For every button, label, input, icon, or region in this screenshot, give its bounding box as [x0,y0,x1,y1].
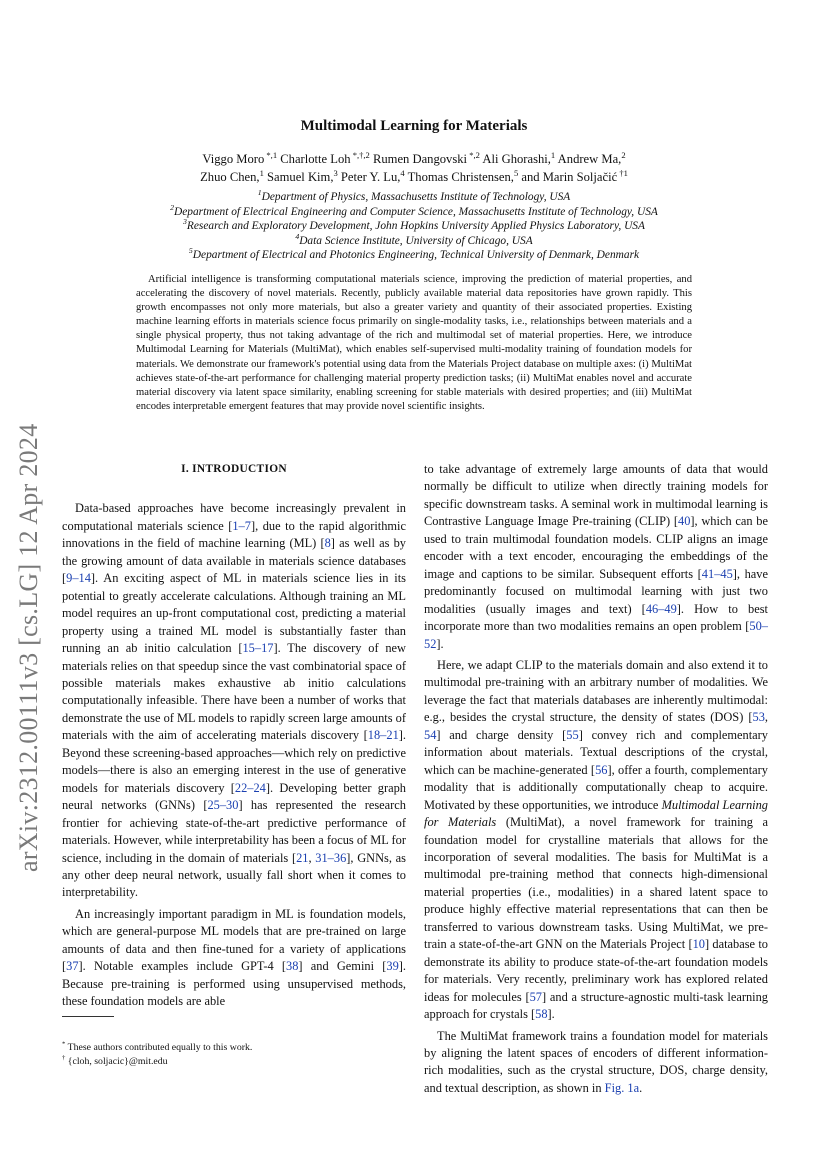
citation-link[interactable]: 21 [296,850,309,865]
text-run: ] convey rich and complementary information about materials. Textual descriptions of the crystal, which can be machine-generated [ [424,727,768,777]
abstract [136,273,692,414]
author-name: Viggo Moro [202,152,265,166]
body-paragraph [424,657,768,1024]
author-name: Charlotte Loh [280,152,351,166]
affiliation-text: Data Science Institute, University of Chicago, USA [299,234,533,247]
footnote-mark: † [62,1054,66,1062]
text-run: The MultiMat framework trains a foundation model for materials by aligning the latent spaces of encoders of different information-rich modalities, such as the crystal structure, DOS, charge density, and textual description, as shown in [424,1028,768,1095]
body-paragraph [424,461,768,653]
citation-link[interactable]: 39 [386,959,399,974]
text-run: ]. [436,636,444,651]
text-run: ]. The discovery of new materials relies on that speedup since the vast combinatorial space of possible materials makes exhaustive ab initio calculations computationally infeasible. There have been a number of works that demonstrate the use of ML models to rapidly screen large amounts of materials with the aim of accelerating materials discovery [ [62,641,406,743]
text-run: ], offer a fourth, complementary modality that is additionally computationally cheap to acquire. Motivated by these opportunities, we introduce [424,762,768,812]
text-run: ]. An exciting aspect of ML in materials science lies in its potential to greatly accelerate calculations. Although training an ML model requires an up-front computational cost, predicting a material property using a trained ML model is substantially faster than running an ab initio calculation [ [62,571,406,656]
author-affiliation-mark: 4 [400,167,405,178]
author-name: Thomas Christensen, [407,170,514,184]
affiliation-number: 5 [188,246,193,256]
citation-link[interactable]: 18–21 [367,728,399,743]
author-name: Ali Ghorashi, [482,152,551,166]
body-paragraph [424,1028,768,1098]
citation-link[interactable]: 38 [286,959,299,974]
citation-link[interactable]: 9–14 [66,571,91,586]
section-heading: I. INTRODUCTION [181,463,287,475]
paper-title: Multimodal Learning for Materials [300,118,528,134]
citation-link[interactable]: 15–17 [242,641,274,656]
citation-link[interactable]: 10 [692,937,705,952]
text-run: , [308,850,316,865]
author-affiliation-mark: 2 [621,149,626,160]
author-list [150,150,678,186]
citation-link[interactable]: 46–49 [645,601,677,616]
citation-link[interactable]: 57 [529,989,542,1004]
affiliation [120,219,708,234]
footnotes [62,1041,406,1069]
affiliation-number: 3 [183,217,187,227]
footnote-text: These authors contributed equally to this work. [65,1042,253,1053]
text-run: ] and charge density [ [436,727,567,742]
body-paragraph [62,906,406,1011]
affiliation-text: Department of Electrical Engineering and Computer Science, Massachusetts Institute of Technology, USA [173,205,658,218]
affiliation [120,231,708,249]
text-run: ]. Because pre-training is performed using unsupervised methods, these foundation models are able [62,959,406,1009]
left-column [62,461,406,1015]
affiliation-text: Department of Physics, Massachusetts Institute of Technology, USA [261,191,571,203]
author-affiliation-mark: 3 [333,167,338,178]
affiliation-text: Research and Exploratory Development, John Hopkins University Applied Physics Laboratory, USA [186,220,645,233]
author-affiliation-mark: *,1 [264,149,278,160]
text-run: (MultiMat), a novel framework for training a foundation model for crystalline materials that allows for the incorporation of several modalities. The basis for MultiMat is a multimodal pre-training method that connects high-dimensional material properties (i.e., modalities) in a shared latent space to produce highly effective material representations that can then be transferred to various downstream tasks. Using MultiMat, we pre-train a state-of-the-art GNN on the Materials Project [ [424,815,768,952]
author-name: Rumen Dangovski [372,152,468,166]
arxiv-stamp [10,0,62,1171]
text-run: ] database to demonstrate its ability to produce state-of-the-art foundation models for materials. Very recently, preliminary work has explored related ideas for molecules [ [424,937,768,1004]
text-run: ], due to the rapid algorithmic innovations in the field of machine learning (ML) [ [62,518,406,551]
text-run: ]. Beyond these screening-based approaches—which rely on predictive models—there is also an emerging interest in the use of generative models for materials discovery [ [62,728,406,795]
citation-link[interactable]: 50–52 [424,619,768,651]
right-column [424,461,768,1101]
text-run: An increasingly important paradigm in ML is foundation models, which are general-purpose ML models that are pre-trained on large amounts of data and then fine-tuned for a variety of applications [ [62,906,406,974]
citation-link[interactable]: 40 [678,514,691,529]
footnote-rule [62,1016,114,1017]
citation-link[interactable]: 37 [66,959,79,974]
author-affiliation-mark: *,†,2 [350,149,370,160]
text-run: ], have predominantly focused on multimodal learning with just two modalities (usually images and text) [ [424,566,768,616]
citation-link[interactable]: 53 [752,710,765,725]
right-paragraphs [424,461,768,1097]
text-run: ] has represented the research frontier for achieving state-of-the-art predictive performance of materials. However, while interpretability has been a focus of ML for science, including in the domain of materials [ [62,798,406,865]
citation-link[interactable]: 22–24 [234,780,266,795]
footnote-text: {cloh, soljacic}@mit.edu [65,1056,168,1067]
affiliation [120,202,708,220]
author-affiliation-mark: 1 [259,167,264,178]
affiliation [120,248,708,263]
author-affiliation-mark: *,2 [467,149,480,160]
citation-link[interactable]: 25–30 [207,798,239,813]
text-run: ] as well as by the growing amount of data available in materials science databases [ [62,536,407,586]
text-run: Here, we adapt CLIP to the materials domain and also extend it to multimodal pre-training with an arbitrary number of modalities. We leverage the fact that materials databases are inherently multimodal: e.g., besides the crystal structure, the density of states (DOS) [ [424,657,768,725]
left-paragraphs [62,500,406,1010]
author-line-1 [150,150,678,168]
citation-link[interactable]: 31–36 [315,850,347,865]
author-affiliation-mark: 5 [513,167,519,178]
text-run: ] and Gemini [ [298,959,387,974]
footnote [62,1041,406,1055]
author-name: and Marin Soljačić [521,170,618,184]
text-run: . [639,1080,643,1095]
author-line-2 [150,168,678,186]
affiliation [120,190,708,205]
text-run: ] and a structure-agnostic multi-task learning approach for crystals [ [424,989,768,1022]
text-run: ], which can be used to train multimodal foundation models. CLIP aligns an image encoder with a text encoder, encouraging the embeddings of the image and captions to be similar. Subsequent efforts [ [424,514,768,581]
citation-link[interactable]: 54 [424,727,437,742]
citation-link[interactable]: 58 [535,1007,548,1022]
author-affiliation-mark: 1 [550,149,556,160]
author-name: Zhuo Chen, [200,170,260,184]
footnote [62,1055,406,1069]
abstract-text: Artificial intelligence is transforming computational materials science, improving the prediction of material properties, and accelerating the discovery of novel materials. Recently, publicly available material data repositories have grown rapidly. This growth encompasses not only more materials, but also a greater variety and quantity of their associated properties. Existing machine learning efforts in materials science focus primarily on single-modality tasks, i.e., relationships between materials and a single physical property, thus not taking advantage of the rich and multimodal set of material properties. Here, we introduce Multimodal Learning for Materials (MultiMat), which enables self-supervised multi-modality training of foundation models for materials. We demonstrate our framework's potential using data from the Materials Project database on multiple axes: (i) MultiMat achieves state-of-the-art performance for challenging material property prediction tasks; (ii) MultiMat enables novel and accurate material discovery via latent space similarity, enabling screening for stable materials with desired properties; and (iii) MultiMat encodes interpretable emergent features that may provide novel scientific insights. [136,274,692,412]
text-run: ]. Developing better graph neural networks (GNNs) [ [62,780,406,813]
emphasis-text: Multimodal Learning for Materials [424,797,768,830]
author-affiliation-mark: †1 [617,167,628,178]
affiliation-number: 2 [170,202,174,212]
text-run: , [764,710,768,725]
citation-link[interactable]: 41–45 [701,566,733,581]
author-name: Andrew Ma, [557,152,622,166]
text-run: ], GNNs, as any other deep neural network, usually fall short when it comes to interpretability. [62,850,406,900]
text-run: to take advantage of extremely large amounts of data that would normally be difficult to utilize when directly training models for specific downstream tasks. A seminal work in multimodal learning is Contrastive Language Image Pre-training (CLIP) [ [424,462,768,529]
author-name: Peter Y. Lu, [340,170,401,184]
citation-link[interactable]: Fig. 1a [604,1080,640,1095]
arxiv-identifier: arXiv:2312.00111v3 [cs.LG] 12 Apr 2024 [14,423,43,872]
affiliation-list [120,190,708,263]
citation-link[interactable]: 55 [566,727,579,742]
text-run: ]. [547,1007,555,1022]
citation-link[interactable]: 56 [595,762,608,777]
citation-link[interactable]: 1–7 [232,518,251,533]
affiliation-number: 4 [295,231,300,241]
footnote-mark: * [62,1040,66,1048]
body-paragraph [62,500,406,901]
text-run: ]. How to best incorporate more than two modalities remains an open problem [ [424,601,768,634]
text-run: Data-based approaches have become increasingly prevalent in computational materials science [ [62,501,406,533]
citation-link[interactable]: 8 [324,536,331,551]
affiliation-number: 1 [257,188,262,198]
affiliation-text: Department of Electrical and Photonics Engineering, Technical University of Denmark, Denmark [192,249,640,262]
text-run: ]. Notable examples include GPT-4 [ [78,959,287,974]
author-name: Samuel Kim, [267,170,334,184]
